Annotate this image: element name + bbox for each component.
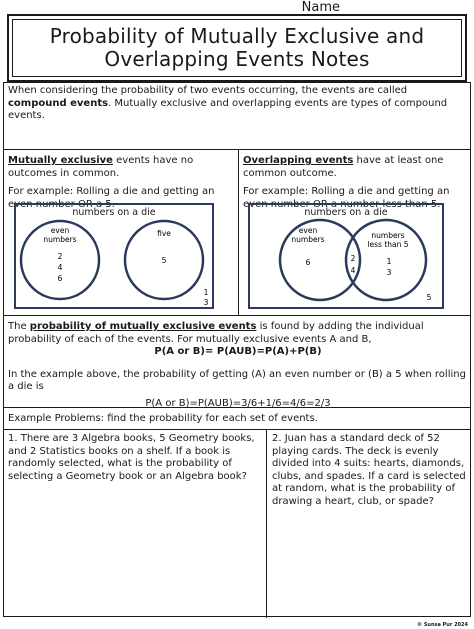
divider-1 xyxy=(4,149,470,150)
ov-venn-label: numbers on a die xyxy=(304,207,388,218)
column-divider-bottom xyxy=(266,429,267,618)
divider-3 xyxy=(4,407,470,408)
ov-left-label-2: numbers xyxy=(291,235,325,244)
ov-intersection-value: 4 xyxy=(350,266,356,275)
copyright-notice: © Sunsa Pur 2024 xyxy=(417,622,468,628)
divider-2 xyxy=(4,315,470,316)
ov-definition xyxy=(243,155,467,180)
ov-outside-value: 5 xyxy=(426,293,432,302)
intro-bold-term: compound events xyxy=(8,97,109,109)
ov-left-only-value: 6 xyxy=(305,258,311,267)
title-inner-border xyxy=(12,19,462,77)
ov-right-label-2: less than 5 xyxy=(367,240,409,249)
ov-venn-diagram xyxy=(248,203,444,309)
rule-formula: P(A or B)= P(AUB)=P(A)+P(B) xyxy=(154,346,322,357)
intro-text-1: When considering the probability of two events occurring, the events are called xyxy=(8,85,408,96)
me-venn-diagram xyxy=(14,203,214,309)
ov-right-only-value: 1 xyxy=(386,257,392,266)
rule-text-1: The xyxy=(8,321,30,332)
notes-body xyxy=(3,82,471,617)
rule-bold-term: probability of mutually exclusive events xyxy=(29,321,257,332)
title-line-2: Overlapping Events Notes xyxy=(104,47,370,71)
probability-rule-section xyxy=(8,321,468,410)
rule-example-text: In the example above, the probability of getting (A) an even number or (B) a 5 when rolling a die is xyxy=(8,368,466,392)
ov-left-label-1: even xyxy=(298,226,318,235)
divider-4 xyxy=(4,429,470,430)
me-left-value: 6 xyxy=(57,274,63,283)
me-definition-text: events have no outcomes in common. xyxy=(8,155,194,179)
column-divider-top xyxy=(238,149,239,315)
name-label: Name xyxy=(301,0,340,15)
ov-intersection-value: 2 xyxy=(350,254,356,263)
me-term: Mutually exclusive xyxy=(8,155,113,166)
name-field-row xyxy=(302,0,458,15)
example-problem-1: 1. There are 3 Algebra books, 5 Geometry books, and 2 Statistics books on a shelf. If a book is randomly selected, what is the probability of selecting a Geometry book or an Algebra book? xyxy=(8,433,255,482)
rule-paragraph xyxy=(8,321,468,346)
intro-paragraph xyxy=(8,85,468,123)
ov-example: For example: Rolling a die and getting an even number OR a number less than 5. xyxy=(243,186,450,210)
me-outside-value: 3 xyxy=(203,298,209,307)
me-left-value: 2 xyxy=(57,252,63,261)
title-line-1: Probability of Mutually Exclusive and xyxy=(49,24,425,48)
ov-right-label-1: numbers xyxy=(371,231,405,240)
page-title xyxy=(50,25,425,71)
me-left-label-2: numbers xyxy=(43,235,77,244)
ov-term: Overlapping events xyxy=(243,155,354,166)
me-left-label-1: even xyxy=(50,226,70,235)
ov-venn-left-circle xyxy=(280,220,360,300)
ov-definition-text: have at least one common outcome. xyxy=(243,155,444,179)
ov-right-only-value: 3 xyxy=(386,268,392,277)
intro-text-2: . Mutually exclusive and overlapping events are types of compound events. xyxy=(8,97,448,121)
example-problem-2: 2. Juan has a standard deck of 52 playing cards. The deck is evenly divided into 4 suits: hearts, diamonds, clubs, and spades. If a card is selected at random, what is the probability of drawing a heart, club, or spade? xyxy=(272,433,466,507)
me-venn-universe-box xyxy=(15,204,213,308)
me-venn-label: numbers on a die xyxy=(72,207,156,218)
rule-example-formula: P(A or B)=P(AUB)=3/6+1/6=4/6=2/3 xyxy=(145,397,331,409)
rule-text-2: is found by adding the individual probability of each of the events. For mutually exclusive events A and B, xyxy=(8,321,424,345)
me-right-value: 5 xyxy=(161,256,167,265)
me-outside-value: 1 xyxy=(203,288,209,297)
me-example: For example: Rolling a die and getting an even number OR a 5. xyxy=(8,186,215,210)
title-box xyxy=(7,14,467,82)
me-left-value: 4 xyxy=(57,263,63,272)
examples-heading: Example Problems: find the probability for each set of events. xyxy=(8,413,318,424)
me-right-label: five xyxy=(157,229,171,238)
me-definition xyxy=(8,155,234,180)
